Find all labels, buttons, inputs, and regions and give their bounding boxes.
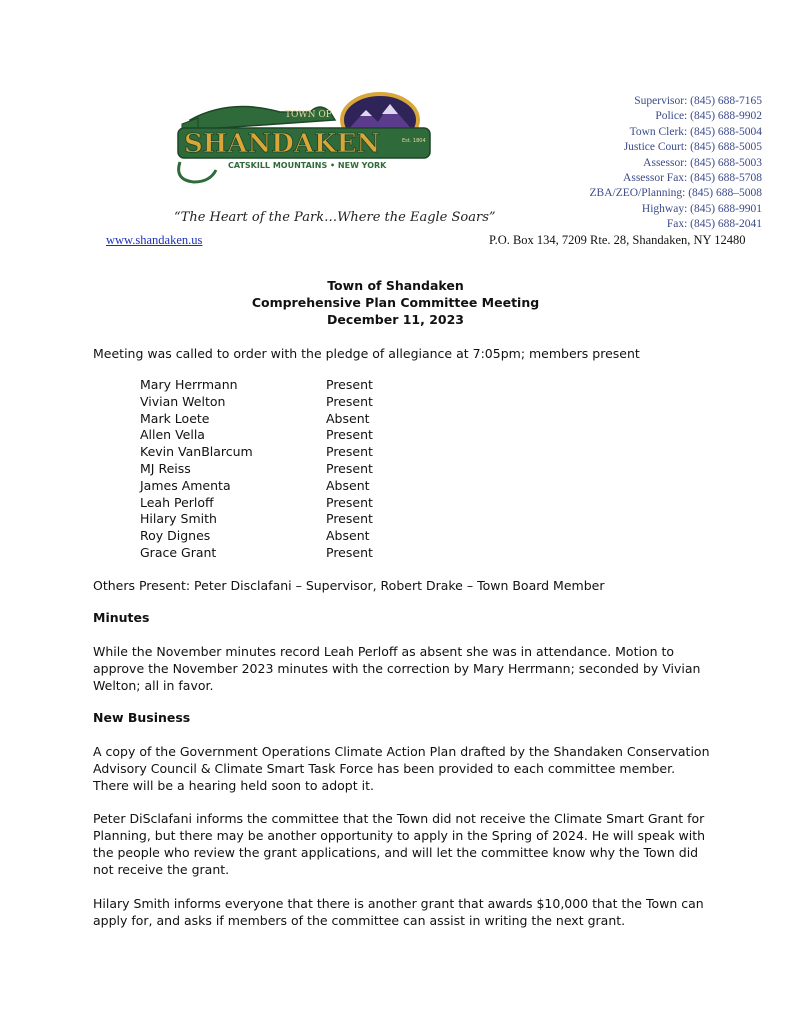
attendance-row (140, 511, 406, 528)
contact-assessor: Assessor: (845) 688-5003 (643, 156, 762, 169)
attendance-row (140, 444, 406, 461)
member-name: Hilary Smith (140, 511, 217, 527)
member-status: Present (326, 544, 373, 560)
member-status: Present (326, 460, 373, 476)
member-name: Mary Herrmann (140, 377, 238, 392)
website-link[interactable]: www.shandaken.us (106, 233, 203, 247)
minutes-title: Minutes (93, 610, 150, 625)
contact-police: Police: (845) 688-9902 (655, 110, 762, 123)
attendance-row (140, 411, 406, 428)
member-status: Present (326, 494, 373, 510)
attendance-list (140, 377, 406, 562)
attendance-row (140, 528, 406, 545)
member-status: Present (326, 444, 373, 460)
member-status: Absent (326, 410, 370, 426)
member-name: Grace Grant (140, 544, 217, 560)
logo-catskill: CATSKILL MOUNTAINS • NEW YORK (228, 161, 387, 170)
contact-supervisor: Supervisor: (845) 688-7165 (634, 95, 762, 107)
new-business-paragraph-1: A copy of the Government Operations Climate Action Plan drafted by the Shandaken Conservation Advisory Council & Climate Smart Task Force has been provided to each committee member. There will be a hearing held soon to adopt it. (93, 744, 710, 793)
attendance-row (140, 377, 406, 394)
member-name: Leah Perloff (140, 494, 214, 510)
document-heading (0, 277, 791, 328)
town-logo (170, 90, 440, 190)
contact-assessor-fax: Assessor Fax: (845) 688-5708 (623, 172, 762, 185)
contact-fax: Fax: (845) 688-2041 (666, 218, 762, 231)
member-status: Present (326, 511, 373, 527)
intro-paragraph: Meeting was called to order with the pledge of allegiance at 7:05pm; members present (93, 346, 640, 361)
attendance-row (140, 427, 406, 444)
logo-town-of: TOWN OF (285, 110, 332, 120)
member-name: Mark Loete (140, 410, 210, 426)
member-status: Present (326, 393, 373, 409)
logo-est: Est. 1804 (402, 138, 426, 144)
logo-shandaken: SHANDAKEN (184, 129, 381, 159)
contact-highway: Highway: (845) 688-9901 (641, 202, 762, 215)
heading-town: Town of Shandaken (327, 278, 464, 293)
contact-justice-court: Justice Court: (845) 688-5005 (623, 141, 762, 154)
others-present: Others Present: Peter Disclafani – Supervisor, Robert Drake – Town Board Member (93, 578, 605, 593)
member-name: Vivian Welton (140, 393, 226, 409)
member-name: Roy Dignes (140, 528, 211, 544)
member-name: Kevin VanBlarcum (140, 444, 253, 460)
attendance-row (140, 394, 406, 411)
member-name: MJ Reiss (140, 460, 191, 476)
member-status: Present (326, 377, 373, 392)
minutes-paragraph: While the November minutes record Leah Perloff as absent she was in attendance. Motion to approve the November 2023 minutes with the correction by Mary Herrmann; seconded by Vivian Welton; all in favor. (93, 644, 701, 693)
heading-meeting: Comprehensive Plan Committee Meeting (251, 295, 540, 310)
member-name: Allen Vella (140, 427, 205, 443)
member-status: Absent (326, 528, 370, 544)
town-tagline: “The Heart of the Park…Where the Eagle Soars” (174, 210, 496, 225)
town-logo-graphic (170, 90, 440, 190)
heading-date: December 11, 2023 (327, 312, 464, 327)
member-name: James Amenta (140, 477, 231, 493)
attendance-row (140, 461, 406, 478)
attendance-row (140, 495, 406, 512)
contact-directory (590, 94, 763, 233)
member-status: Absent (326, 477, 370, 493)
new-business-paragraph-2: Peter DiSclafani informs the committee that the Town did not receive the Climate Smart Grant for Planning, but there may be another opportunity to apply in the Spring of 2024. He will speak with the people who review the grant applications, and will let the committee know why the Town did not receive the grant. (93, 811, 706, 877)
mailing-address: P.O. Box 134, 7209 Rte. 28, Shandaken, NY 12480 (489, 233, 746, 247)
contact-town-clerk: Town Clerk: (845) 688-5004 (629, 125, 762, 138)
new-business-paragraph-3: Hilary Smith informs everyone that there is another grant that awards $10,000 that the Town can apply for, and asks if members of the committee can assist in writing the next grant. (93, 896, 704, 928)
attendance-row (140, 478, 406, 495)
new-business-title: New Business (93, 710, 191, 725)
attendance-row (140, 545, 406, 562)
member-status: Present (326, 427, 373, 443)
contact-zba-planning: ZBA/ZEO/Planning: (845) 688–5008 (589, 187, 762, 200)
